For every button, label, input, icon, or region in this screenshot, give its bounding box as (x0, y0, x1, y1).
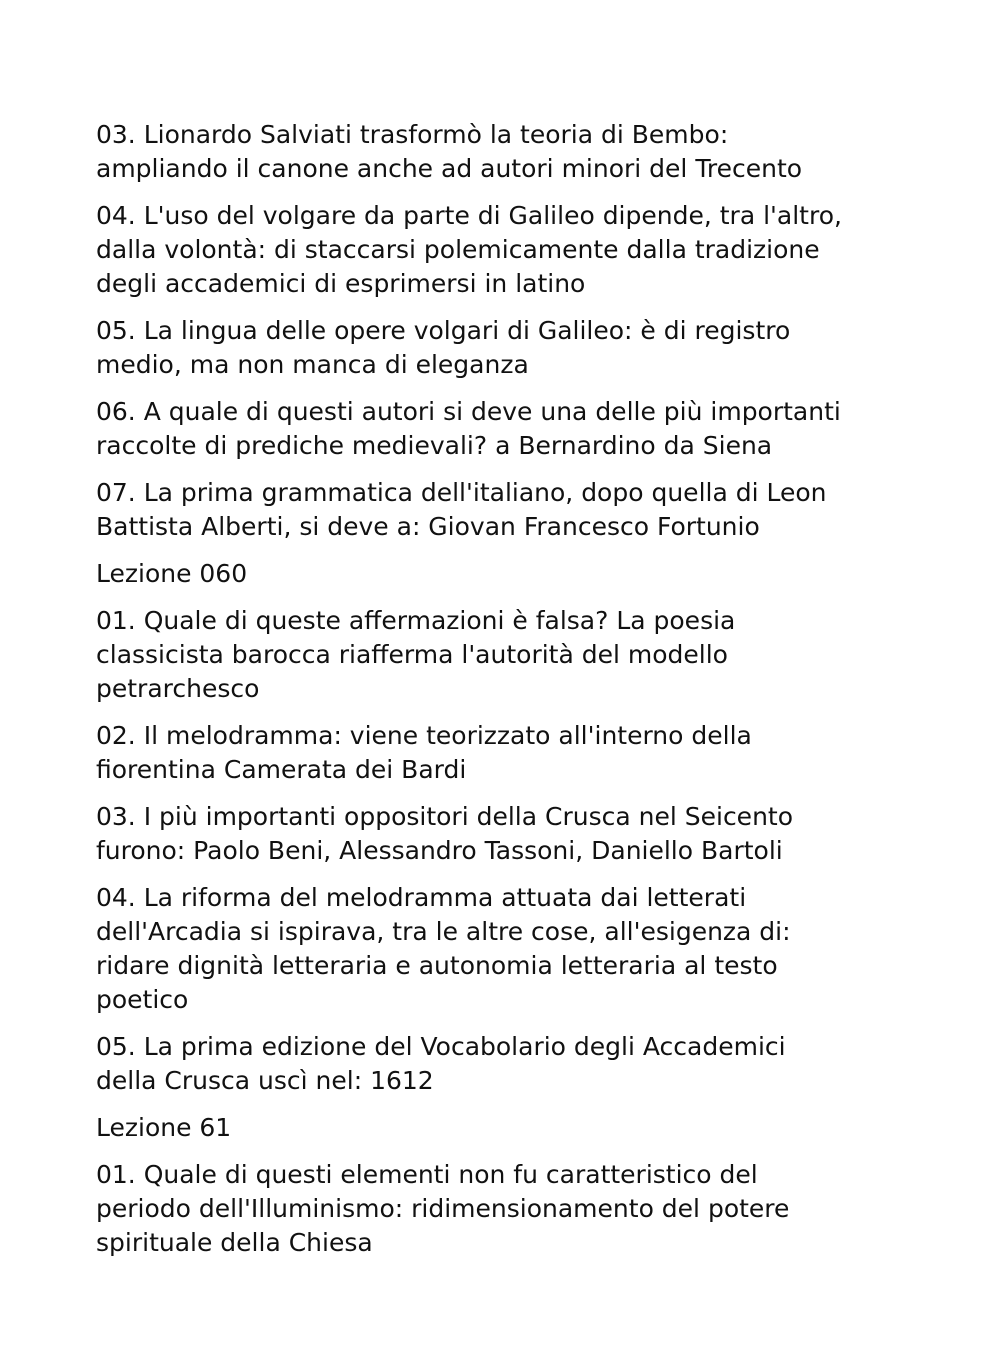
text-line: degli accademici di esprimersi in latino (96, 269, 586, 298)
text-line: medio, ma non manca di eleganza (96, 350, 529, 379)
text-line: della Crusca uscì nel: 1612 (96, 1066, 434, 1095)
text-line: 03. Lionardo Salviati trasformò la teoria di Bembo: (96, 120, 729, 149)
paragraph-illuminismo (96, 1158, 916, 1260)
text-line: 04. La riforma del melodramma attuata dai letterati (96, 883, 747, 912)
text-line: spirituale della Chiesa (96, 1228, 373, 1257)
text-line: dalla volontà: di staccarsi polemicamente dalla tradizione (96, 235, 820, 264)
paragraph-salviati (96, 118, 916, 186)
text-line: fiorentina Camerata dei Bardi (96, 755, 467, 784)
lesson-heading-060 (96, 557, 916, 591)
paragraph-poesia-barocca (96, 604, 916, 706)
text-line: 07. La prima grammatica dell'italiano, dopo quella di Leon (96, 478, 827, 507)
paragraph-grammatica (96, 476, 916, 544)
paragraph-oppositori-crusca (96, 800, 916, 868)
text-line: ampliando il canone anche ad autori minori del Trecento (96, 154, 803, 183)
document-page (96, 118, 916, 1273)
text-line: poetico (96, 985, 189, 1014)
text-line: furono: Paolo Beni, Alessandro Tassoni, Daniello Bartoli (96, 836, 783, 865)
lesson-heading-61 (96, 1111, 916, 1145)
paragraph-prediche (96, 395, 916, 463)
text-line: 05. La lingua delle opere volgari di Galileo: è di registro (96, 316, 791, 345)
text-line: ridare dignità letteraria e autonomia letteraria al testo (96, 951, 778, 980)
text-line: 02. Il melodramma: viene teorizzato all'interno della (96, 721, 752, 750)
text-line: Lezione 61 (96, 1113, 232, 1142)
text-line: 01. Quale di queste affermazioni è falsa? La poesia (96, 606, 736, 635)
text-line: classicista barocca riafferma l'autorità del modello (96, 640, 728, 669)
text-line: 03. I più importanti oppositori della Crusca nel Seicento (96, 802, 794, 831)
text-line: 06. A quale di questi autori si deve una delle più importanti (96, 397, 841, 426)
text-line: 04. L'uso del volgare da parte di Galileo dipende, tra l'altro, (96, 201, 842, 230)
paragraph-vocabolario (96, 1030, 916, 1098)
paragraph-riforma-melodramma (96, 881, 916, 1017)
paragraph-galileo-lingua (96, 314, 916, 382)
text-line: periodo dell'Illuminismo: ridimensionamento del potere (96, 1194, 790, 1223)
text-line: Lezione 060 (96, 559, 248, 588)
text-line: raccolte di prediche medievali? a Bernardino da Siena (96, 431, 773, 460)
text-line: 05. La prima edizione del Vocabolario degli Accademici (96, 1032, 786, 1061)
paragraph-galileo-volgare (96, 199, 916, 301)
text-line: Battista Alberti, si deve a: Giovan Francesco Fortunio (96, 512, 760, 541)
paragraph-melodramma (96, 719, 916, 787)
text-line: petrarchesco (96, 674, 260, 703)
text-line: 01. Quale di questi elementi non fu caratteristico del (96, 1160, 758, 1189)
text-line: dell'Arcadia si ispirava, tra le altre cose, all'esigenza di: (96, 917, 791, 946)
